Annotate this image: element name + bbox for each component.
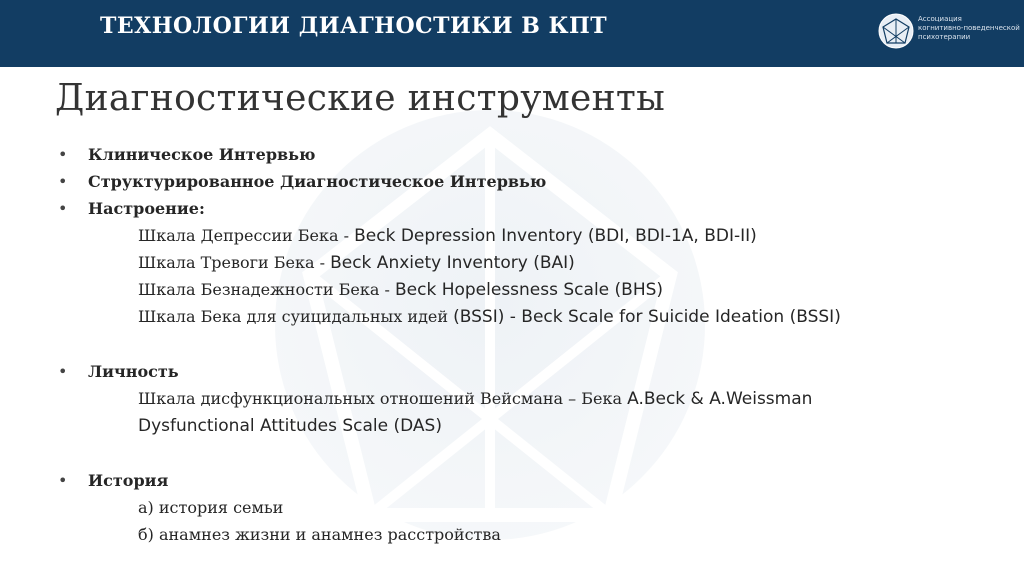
bullet-history (58, 471, 169, 491)
item-en: (BSSI) - Beck Scale for Suicide Ideation (BSSI) (453, 307, 841, 327)
logo-line-1: Ассоциация (918, 15, 962, 23)
history-item-anamnesis: б) анамнез жизни и анамнез расстройства (138, 525, 501, 544)
bullet-icon: • (58, 172, 68, 191)
mood-item-bhs (138, 280, 663, 300)
mood-item-bdi (138, 226, 757, 246)
bullet-personality (58, 362, 179, 382)
item-en: Beck Depression Inventory (BDI, BDI-1A, BDI-II) (354, 226, 757, 246)
history-item-family: а) история семьи (138, 498, 284, 517)
item-ru: Шкала Депрессии Бека - (138, 226, 355, 245)
item-ru: Шкала Бека для суицидальных идей (138, 307, 454, 326)
bullet-clinical-interview (58, 145, 316, 165)
item-ru: Шкала Безнадежности Бека - (138, 280, 395, 299)
bullet-label: История (88, 471, 169, 490)
item-ru: Шкала дисфункциональных отношений Вейсмана – Бека (138, 389, 628, 408)
header-bar (0, 0, 1024, 67)
item-en: Beck Hopelessness Scale (BHS) (394, 280, 664, 300)
bullet-icon: • (58, 471, 68, 490)
mood-item-bssi (138, 307, 841, 327)
personality-item-das-line-2 (138, 416, 442, 436)
slide-title: Диагностические инструменты (55, 78, 666, 119)
bullet-mood (58, 199, 205, 219)
globe-logo-icon (878, 13, 914, 49)
header-title: ТЕХНОЛОГИИ ДИАГНОСТИКИ В КПТ (100, 13, 608, 39)
bullet-structured-interview (58, 172, 547, 192)
bullet-label: Настроение: (88, 199, 205, 218)
logo-line-3: психотерапии (918, 33, 971, 41)
logo-text (918, 15, 1018, 42)
bullet-icon: • (58, 362, 68, 381)
bullet-icon: • (58, 145, 68, 164)
mood-item-bai (138, 253, 575, 273)
personality-item-das-line-1 (138, 389, 812, 409)
bullet-label: Структурированное Диагностическое Интервью (88, 172, 547, 191)
item-en: Dysfunctional Attitudes Scale (DAS) (138, 416, 442, 436)
item-en: Beck Anxiety Inventory (BAI) (330, 253, 575, 273)
item-ru: Шкала Тревоги Бека - (138, 253, 331, 272)
bullet-label: Личность (88, 362, 179, 381)
bullet-icon: • (58, 199, 68, 218)
bullet-label: Клиническое Интервью (88, 145, 316, 164)
logo-line-2: когнитивно-поведенческой (918, 24, 1020, 32)
item-en: A.Beck & A.Weissman (627, 389, 813, 409)
